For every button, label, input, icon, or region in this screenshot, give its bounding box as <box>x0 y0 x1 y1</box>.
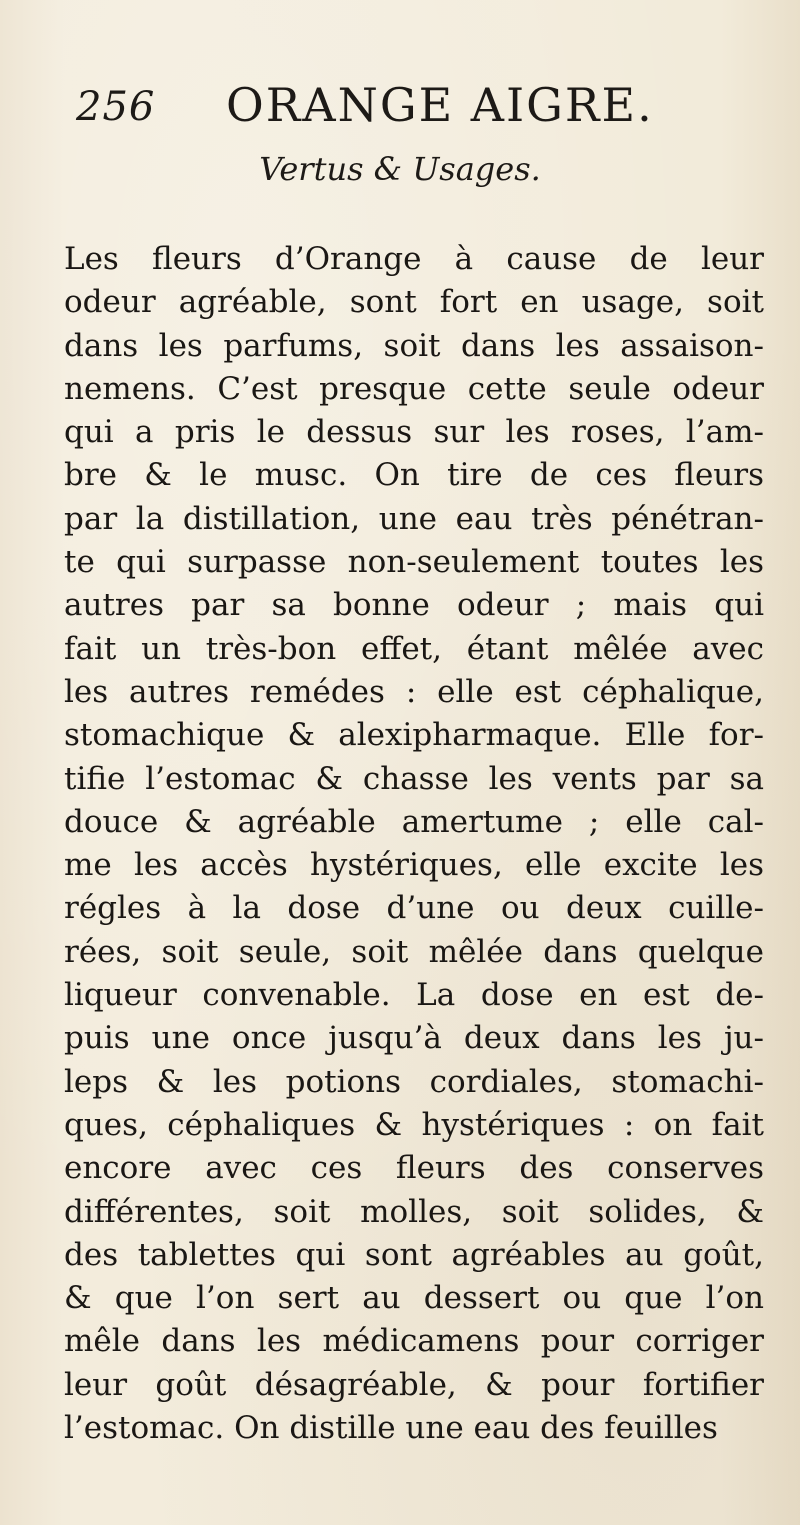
text-line: te qui surpasse non-seulement toutes les <box>64 544 764 581</box>
page-header <box>0 78 800 134</box>
text-line: mêle dans les médicamens pour corriger <box>64 1323 764 1360</box>
text-line: qui a pris le dessus sur les roses, l’am- <box>64 414 764 451</box>
text-line: liqueur convenable. La dose en est de- <box>64 977 764 1014</box>
text-line: par la distillation, une eau très pénétran- <box>64 500 764 537</box>
text-line: & que l’on sert au dessert ou que l’on <box>64 1280 764 1317</box>
text-line: leps & les potions cordiales, stomachi- <box>64 1063 764 1100</box>
text-line: dans les parfums, soit dans les assaison- <box>64 327 764 364</box>
text-line: des tablettes qui sont agréables au goût, <box>64 1236 764 1273</box>
text-line: odeur agréable, sont fort en usage, soit <box>64 284 764 321</box>
text-line: ques, céphaliques & hystériques : on fait <box>64 1106 764 1143</box>
text-line: rées, soit seule, soit mêlée dans quelque <box>64 933 764 970</box>
text-line: tifie l’estomac & chasse les vents par sa <box>64 760 764 797</box>
text-line: stomachique & alexipharmaque. Elle for- <box>64 717 764 754</box>
text-line: régles à la dose d’une ou deux cuille- <box>64 890 764 927</box>
text-line: différentes, soit molles, soit solides, & <box>64 1193 764 1230</box>
text-line: fait un très-bon effet, étant mêlée avec <box>64 630 764 667</box>
text-line: me les accès hystériques, elle excite les <box>64 847 764 884</box>
text-line: Les fleurs d’Orange à cause de leur <box>64 241 764 277</box>
text-line: les autres remédes : elle est céphalique, <box>64 673 764 710</box>
text-line: puis une once jusqu’à deux dans les ju- <box>64 1020 764 1057</box>
text-line: nemens. C’est presque cette seule odeur <box>64 370 764 407</box>
text-line: bre & le musc. On tire de ces fleurs <box>64 457 764 494</box>
text-line: autres par sa bonne odeur ; mais qui <box>64 587 764 624</box>
text-line: l’estomac. On distille une eau des feuilles <box>64 1410 718 1447</box>
running-title: ORANGE AIGRE. <box>226 78 654 132</box>
body-paragraph <box>64 238 764 1450</box>
page-number: 256 <box>76 84 156 130</box>
text-line: douce & agréable amertume ; elle cal- <box>64 803 764 840</box>
text-line: leur goût désagréable, & pour fortifier <box>64 1366 764 1403</box>
section-subtitle: Vertus & Usages. <box>259 150 541 188</box>
text-line: encore avec ces fleurs des conserves <box>64 1150 764 1187</box>
